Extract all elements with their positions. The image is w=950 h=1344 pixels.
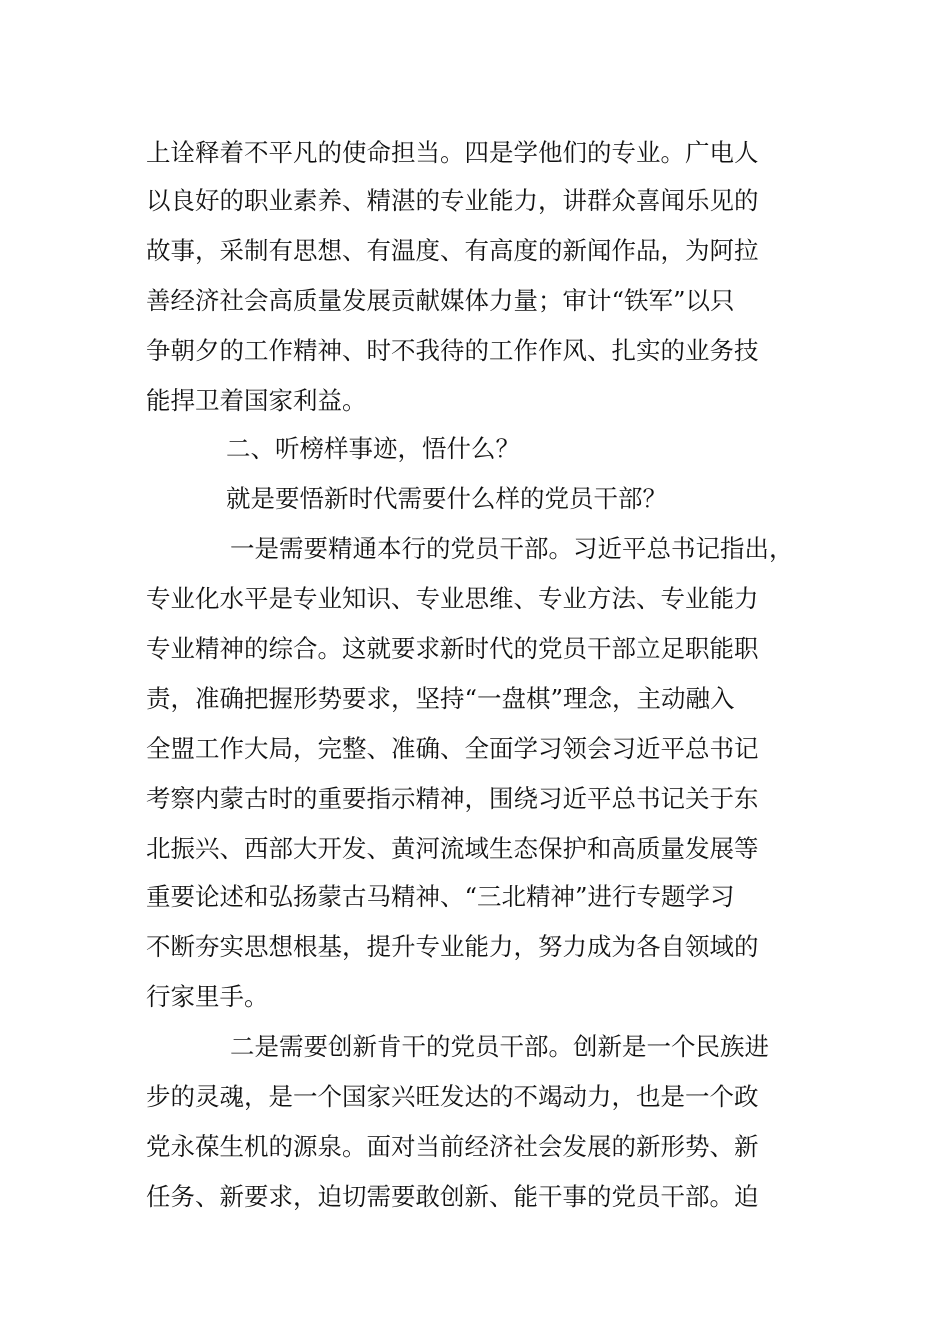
text-line: 二是需要创新肯干的党员干部。创新是一个民族进: [230, 1032, 769, 1061]
text-line: 全盟工作大局，完整、准确、全面学习领会习近平总书记: [146, 734, 759, 763]
text-line: 上诠释着不平凡的使命担当。四是学他们的专业。广电人: [146, 138, 759, 167]
text-line: 一是需要精通本行的党员干部。习近平总书记指出，: [230, 534, 794, 563]
section-heading: 二、听榜样事迹，悟什么？: [226, 434, 520, 463]
text-line: 不断夯实思想根基，提升专业能力，努力成为各自领域的: [146, 932, 759, 961]
text-line: 任务、新要求，迫切需要敢创新、能干事的党员干部。迫: [146, 1182, 759, 1211]
text-line: 责，准确把握形势要求，坚持“一盘棋”理念，主动融入: [146, 684, 735, 713]
text-line: 行家里手。: [146, 982, 269, 1011]
text-line: 善经济社会高质量发展贡献媒体力量；审计“铁军”以只: [146, 286, 735, 315]
text-line: 北振兴、西部大开发、黄河流域生态保护和高质量发展等: [146, 834, 759, 863]
text-line: 重要论述和弘扬蒙古马精神、“三北精神”进行专题学习: [146, 882, 735, 911]
text-line: 专业精神的综合。这就要求新时代的党员干部立足职能职: [146, 634, 759, 663]
text-line: 考察内蒙古时的重要指示精神，围绕习近平总书记关于东: [146, 784, 759, 813]
text-line: 就是要悟新时代需要什么样的党员干部？: [226, 484, 667, 513]
text-line: 步的灵魂，是一个国家兴旺发达的不竭动力，也是一个政: [146, 1082, 759, 1111]
text-line: 故事，采制有思想、有温度、有高度的新闻作品，为阿拉: [146, 236, 759, 265]
text-line: 党永葆生机的源泉。面对当前经济社会发展的新形势、新: [146, 1132, 759, 1161]
text-line: 以良好的职业素养、精湛的专业能力，讲群众喜闻乐见的: [146, 186, 759, 215]
text-line: 争朝夕的工作精神、时不我待的工作作风、扎实的业务技: [146, 336, 759, 365]
text-line: 专业化水平是专业知识、专业思维、专业方法、专业能力: [146, 584, 759, 613]
text-line: 能捍卫着国家利益。: [146, 386, 367, 415]
